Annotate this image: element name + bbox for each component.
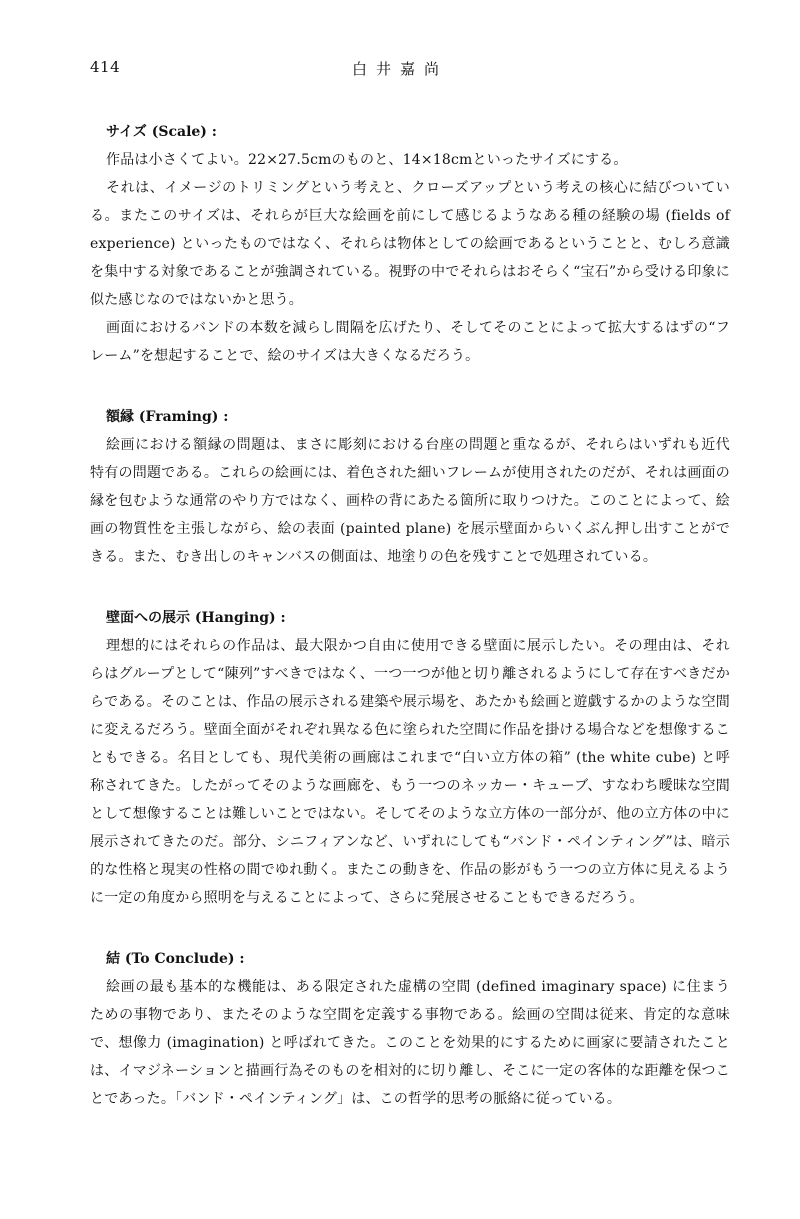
section-hanging — [90, 604, 730, 912]
section-heading: 額縁 (Framing) : — [106, 409, 229, 425]
section-heading: 壁面への展示 (Hanging) : — [106, 610, 286, 626]
body-text — [90, 118, 730, 1146]
section-conclusion — [90, 945, 730, 1113]
section-heading: 結 (To Conclude) : — [106, 951, 245, 967]
section-scale — [90, 118, 730, 370]
paragraph: 絵画の最も基本的な機能は、ある限定された虚構の空間 (defined imaginary space) に住まうための事物であり、またそのような空間を定義する事物である。絵画の空間は従来、肯定的な意味で、想像力 (imagination) と呼ばれてきた。このことを効果的にするために画家に要請されたことは、イマジネーションと描画行為そのものを相対的に切り離し、そこに一定の客体的な距離を保つことであった。「バンド・ペインティング」は、この哲学的思考の脈絡に従っている。 — [90, 979, 730, 1107]
paragraph: 画面におけるバンドの本数を減らし間隔を広げたり、そしてそのことによって拡大するはずの“フレーム”を想起することで、絵のサイズは大きくなるだろう。 — [90, 320, 730, 364]
section-heading: サイズ (Scale) : — [106, 124, 217, 140]
paragraph: それは、イメージのトリミングという考えと、クローズアップという考えの核心に結びついている。またこのサイズは、それらが巨大な絵画を前にして感じるようなある種の経験の場 (fields of experience) といったものではなく、それらは物体としての絵画であるということと、むしろ意識を集中する対象であることが強調されている。視野の中でそれらはおそらく“宝石”から受ける印象に似た感じなのではないかと思う。 — [90, 180, 730, 308]
paragraph: 作品は小さくてよい。22×27.5cmのものと、14×18cmといったサイズにする。 — [106, 152, 628, 168]
paragraph: 理想的にはそれらの作品は、最大限かつ自由に使用できる壁面に展示したい。その理由は、それらはグループとして“陳列”すべきではなく、一つ一つが他と切り離されるようにして存在すべきだからである。そのことは、作品の展示される建築や展示場を、あたかも絵画と遊戯するかのような空間に変えるだろう。壁面全面がそれぞれ異なる色に塗られた空間に作品を掛ける場合などを想像することもできる。名目としても、現代美術の画廊はこれまで“白い立方体の箱” (the white cube) と呼称されてきた。したがってそのような画廊を、もう一つのネッカー・キューブ、すなわち曖昧な空間として想像することは難しいことではない。そしてそのような立方体の一部分が、他の立方体の中に展示されてきたのだ。部分、シニフィアンなど、いずれにしても“バンド・ペインティング”は、暗示的な性格と現実の性格の間でゆれ動く。またこの動きを、作品の影がもう一つの立方体に見えるように一定の角度から照明を与えることによって、さらに発展させることもできるだろう。 — [90, 638, 730, 906]
running-head-author: 白井嘉尚 — [351, 60, 448, 78]
section-framing — [90, 403, 730, 571]
page-number: 414 — [90, 58, 121, 76]
paragraph: 絵画における額縁の問題は、まさに彫刻における台座の問題と重なるが、それらはいずれも近代特有の問題である。これらの絵画には、着色された細いフレームが使用されたのだが、それは画面の縁を包むような通常のやり方ではなく、画枠の背にあたる箇所に取りつけた。このことによって、絵画の物質性を主張しながら、絵の表面 (painted plane) を展示壁面からいくぶん押し出すことができる。また、むき出しのキャンバスの側面は、地塗りの色を残すことで処理されている。 — [90, 437, 730, 565]
